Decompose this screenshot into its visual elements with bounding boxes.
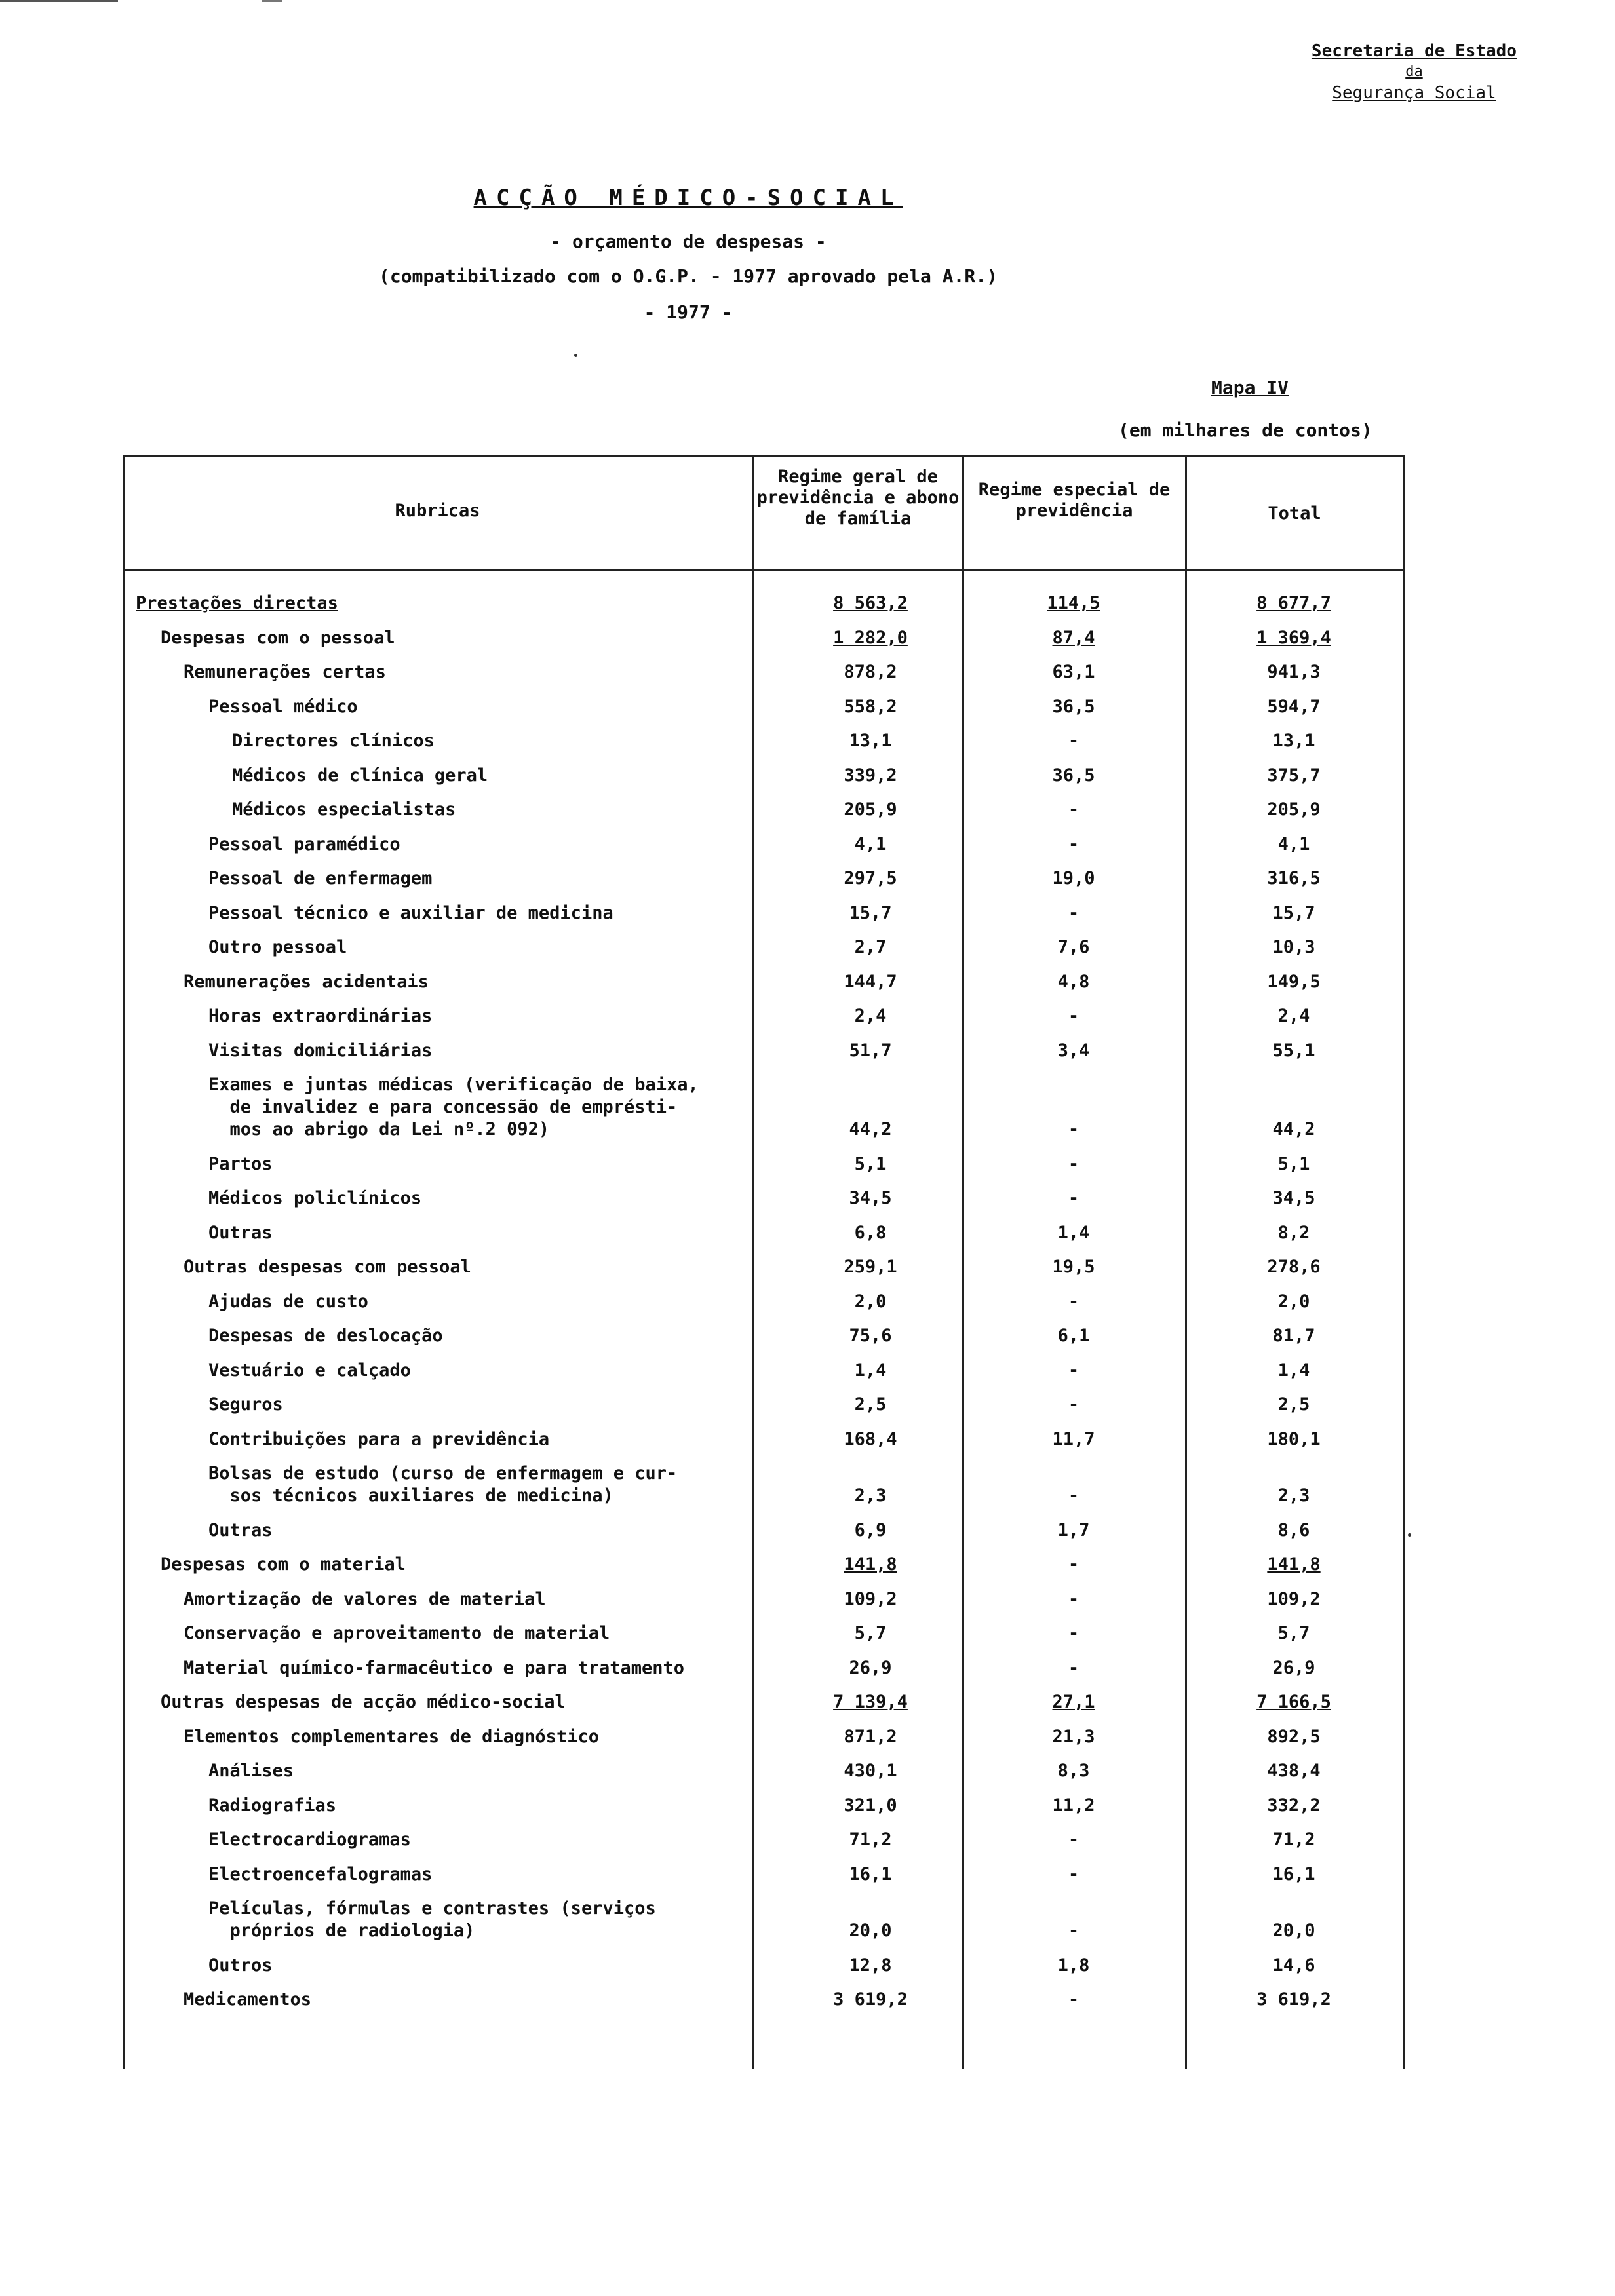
table-row bbox=[0, 1760, 1615, 1795]
row-label: Outras despesas com pessoal bbox=[184, 1257, 471, 1277]
cell-c1: 430,1 bbox=[844, 1761, 897, 1781]
cell-c1: 1 282,0 bbox=[833, 627, 908, 648]
table-row bbox=[0, 627, 1615, 662]
unit-label: (em milhares de contos) bbox=[1118, 419, 1372, 441]
cell-c3: 14,6 bbox=[1272, 1955, 1315, 1976]
cell-c2: - bbox=[1068, 833, 1080, 854]
row-label: Radiografias bbox=[208, 1795, 337, 1816]
row-label: Amortização de valores de material bbox=[184, 1588, 546, 1609]
cell-c1: 871,2 bbox=[844, 1726, 897, 1747]
row-label: Remunerações certas bbox=[184, 662, 386, 682]
row-label: Visitas domiciliárias bbox=[208, 1040, 433, 1061]
cell-c2: 19,0 bbox=[1052, 868, 1095, 889]
cell-c3: 438,4 bbox=[1267, 1761, 1321, 1781]
map-label: Mapa IV bbox=[1211, 377, 1289, 398]
cell-c1: 15,7 bbox=[849, 902, 892, 923]
cell-c1: 141,8 bbox=[844, 1554, 897, 1575]
cell-c2: 8,3 bbox=[1057, 1761, 1090, 1781]
row-label: Electroencefalogramas bbox=[208, 1864, 433, 1885]
table-row bbox=[0, 1829, 1615, 1864]
row-label: Despesas com o pessoal bbox=[161, 627, 395, 648]
cell-c1: 109,2 bbox=[844, 1588, 897, 1609]
cell-c1: 2,3 bbox=[854, 1485, 887, 1506]
cell-c3: 109,2 bbox=[1267, 1588, 1321, 1609]
cell-c2: 63,1 bbox=[1052, 662, 1095, 682]
cell-c2: 21,3 bbox=[1052, 1726, 1095, 1747]
table-row bbox=[0, 1898, 1615, 1955]
cell-c1: 6,8 bbox=[854, 1222, 887, 1243]
cell-c2: - bbox=[1068, 1554, 1080, 1575]
cell-c2: - bbox=[1068, 731, 1080, 751]
cell-c3: 1 369,4 bbox=[1256, 627, 1331, 648]
cell-c2: 36,5 bbox=[1052, 696, 1095, 717]
table-row bbox=[0, 1153, 1615, 1188]
table-row bbox=[0, 1187, 1615, 1222]
header-regime-especial: Regime especial de previdência bbox=[978, 480, 1171, 521]
scan-speck bbox=[574, 354, 577, 357]
cell-c1: 34,5 bbox=[849, 1188, 892, 1208]
header-regime-geral: Regime geral de previdência e abono de família bbox=[756, 467, 960, 529]
subtitle-year: - 1977 - bbox=[644, 301, 733, 323]
cell-c1: 5,7 bbox=[854, 1623, 887, 1643]
cell-c2: - bbox=[1068, 1485, 1080, 1506]
cell-c3: 10,3 bbox=[1272, 937, 1315, 957]
table-row bbox=[0, 1955, 1615, 1989]
table-row bbox=[0, 730, 1615, 765]
cell-c2: 87,4 bbox=[1052, 627, 1095, 648]
cell-c2: - bbox=[1068, 1588, 1080, 1609]
row-label: Médicos policlínicos bbox=[208, 1188, 422, 1208]
cell-c1: 51,7 bbox=[849, 1040, 892, 1061]
row-label: Análises bbox=[208, 1761, 294, 1781]
table-row bbox=[0, 1074, 1615, 1153]
scan-speck bbox=[1408, 1533, 1411, 1537]
scan-artifact bbox=[0, 0, 118, 2]
row-label: Pessoal de enfermagem bbox=[208, 868, 433, 889]
row-label: Pessoal paramédico bbox=[208, 833, 400, 854]
cell-c2: 6,1 bbox=[1057, 1326, 1090, 1346]
cell-c1: 2,4 bbox=[854, 1006, 887, 1026]
row-label: Conservação e aproveitamento de material bbox=[184, 1623, 610, 1643]
table-row bbox=[0, 1040, 1615, 1075]
table-row bbox=[0, 1325, 1615, 1360]
cell-c2: 4,8 bbox=[1057, 971, 1090, 992]
cell-c3: 20,0 bbox=[1272, 1921, 1315, 1941]
table-row bbox=[0, 765, 1615, 799]
cell-c2: 1,4 bbox=[1057, 1222, 1090, 1243]
row-label: Outras despesas de acção médico-social bbox=[161, 1692, 566, 1712]
cell-c1: 7 139,4 bbox=[833, 1692, 908, 1712]
row-label: Pessoal técnico e auxiliar de medicina bbox=[208, 902, 613, 923]
table-row bbox=[0, 1622, 1615, 1657]
table-row bbox=[0, 1554, 1615, 1588]
cell-c2: 19,5 bbox=[1052, 1257, 1095, 1277]
cell-c3: 8,2 bbox=[1277, 1222, 1310, 1243]
cell-c3: 892,5 bbox=[1267, 1726, 1321, 1747]
cell-c1: 205,9 bbox=[844, 799, 897, 820]
cell-c2: - bbox=[1068, 1153, 1080, 1174]
agency-header bbox=[1312, 41, 1517, 104]
cell-c1: 75,6 bbox=[849, 1326, 892, 1346]
table-row bbox=[0, 868, 1615, 902]
agency-line1: Secretaria de Estado bbox=[1311, 41, 1517, 61]
table-row bbox=[0, 1989, 1615, 2023]
row-label: Despesas de deslocação bbox=[208, 1326, 443, 1346]
cell-c1: 259,1 bbox=[844, 1257, 897, 1277]
cell-c1: 168,4 bbox=[844, 1428, 897, 1449]
agency-line2: da bbox=[1405, 64, 1423, 80]
row-label: Outras bbox=[208, 1222, 273, 1243]
cell-c1: 44,2 bbox=[849, 1119, 892, 1139]
cell-c2: 1,7 bbox=[1057, 1520, 1090, 1540]
cell-c2: - bbox=[1068, 902, 1080, 923]
cell-c3: 7 166,5 bbox=[1256, 1692, 1331, 1712]
cell-c1: 13,1 bbox=[849, 731, 892, 751]
table-row bbox=[0, 592, 1615, 627]
table-row bbox=[0, 1864, 1615, 1898]
header-rubricas: Rubricas bbox=[395, 501, 480, 521]
cell-c1: 2,5 bbox=[854, 1394, 887, 1415]
table-row bbox=[0, 1463, 1615, 1520]
cell-c3: 2,0 bbox=[1277, 1291, 1310, 1312]
cell-c3: 3 619,2 bbox=[1256, 1989, 1331, 2010]
cell-c3: 34,5 bbox=[1272, 1188, 1315, 1208]
cell-c2: - bbox=[1068, 799, 1080, 820]
header-total: Total bbox=[1268, 503, 1321, 524]
table-row bbox=[0, 1005, 1615, 1040]
table-row bbox=[0, 1291, 1615, 1326]
cell-c3: 2,4 bbox=[1277, 1006, 1310, 1026]
cell-c3: 141,8 bbox=[1267, 1554, 1321, 1575]
table-row bbox=[0, 1691, 1615, 1726]
cell-c1: 339,2 bbox=[844, 765, 897, 786]
table-row bbox=[0, 1588, 1615, 1623]
cell-c1: 878,2 bbox=[844, 662, 897, 682]
cell-c3: 332,2 bbox=[1267, 1795, 1321, 1816]
cell-c2: - bbox=[1068, 1360, 1080, 1381]
table-row bbox=[0, 1657, 1615, 1692]
cell-c2: - bbox=[1068, 1006, 1080, 1026]
row-label: Outro pessoal bbox=[208, 937, 347, 957]
row-label: Pessoal médico bbox=[208, 696, 358, 717]
table-row bbox=[0, 1520, 1615, 1554]
row-label: Seguros bbox=[208, 1394, 283, 1415]
table-row bbox=[0, 799, 1615, 833]
cell-c3: 941,3 bbox=[1267, 662, 1321, 682]
cell-c2: 7,6 bbox=[1057, 937, 1090, 957]
cell-c3: 44,2 bbox=[1272, 1119, 1315, 1139]
cell-c1: 297,5 bbox=[844, 868, 897, 889]
cell-c1: 1,4 bbox=[854, 1360, 887, 1381]
cell-c1: 3 619,2 bbox=[833, 1989, 908, 2010]
row-label: Médicos especialistas bbox=[232, 799, 456, 820]
row-label: Material químico-farmacêutico e para tratamento bbox=[184, 1657, 685, 1678]
cell-c2: - bbox=[1068, 1119, 1080, 1139]
cell-c3: 5,1 bbox=[1277, 1153, 1310, 1174]
cell-c3: 180,1 bbox=[1267, 1428, 1321, 1449]
table-row bbox=[0, 1360, 1615, 1394]
row-label: Horas extraordinárias bbox=[208, 1006, 433, 1026]
cell-c1: 6,9 bbox=[854, 1520, 887, 1540]
cell-c3: 26,9 bbox=[1272, 1657, 1315, 1678]
table-top-border bbox=[123, 455, 1405, 457]
cell-c2: 11,7 bbox=[1052, 1428, 1095, 1449]
row-label: Vestuário e calçado bbox=[208, 1360, 411, 1381]
cell-c2: - bbox=[1068, 1623, 1080, 1643]
table-row bbox=[0, 1222, 1615, 1257]
cell-c1: 558,2 bbox=[844, 696, 897, 717]
row-label: Despesas com o material bbox=[161, 1554, 406, 1575]
cell-c1: 2,7 bbox=[854, 937, 887, 957]
cell-c2: - bbox=[1068, 1188, 1080, 1208]
cell-c2: - bbox=[1068, 1989, 1080, 2010]
row-label: Electrocardiogramas bbox=[208, 1829, 411, 1850]
table-row bbox=[0, 902, 1615, 937]
table-row bbox=[0, 1795, 1615, 1829]
table-row bbox=[0, 1394, 1615, 1428]
cell-c2: 36,5 bbox=[1052, 765, 1095, 786]
cell-c3: 5,7 bbox=[1277, 1623, 1310, 1643]
cell-c3: 316,5 bbox=[1267, 868, 1321, 889]
row-label: Contribuições para a previdência bbox=[208, 1428, 550, 1449]
table-row bbox=[0, 936, 1615, 971]
cell-c3: 594,7 bbox=[1267, 696, 1321, 717]
cell-c1: 2,0 bbox=[854, 1291, 887, 1312]
cell-c2: 11,2 bbox=[1052, 1795, 1095, 1816]
row-label: Partos bbox=[208, 1153, 273, 1174]
cell-c2: - bbox=[1068, 1657, 1080, 1678]
row-label: Películas, fórmulas e contrastes (serviços próprios de radiologia) bbox=[208, 1898, 656, 1941]
row-label: Medicamentos bbox=[184, 1989, 312, 2010]
agency-line3: Segurança Social bbox=[1332, 83, 1496, 103]
cell-c2: 114,5 bbox=[1047, 593, 1100, 613]
cell-c1: 5,1 bbox=[854, 1153, 887, 1174]
cell-c3: 8,6 bbox=[1277, 1520, 1310, 1540]
cell-c1: 12,8 bbox=[849, 1955, 892, 1976]
cell-c2: - bbox=[1068, 1829, 1080, 1850]
table-row bbox=[0, 833, 1615, 868]
cell-c3: 81,7 bbox=[1272, 1326, 1315, 1346]
cell-c3: 8 677,7 bbox=[1256, 593, 1331, 613]
cell-c1: 16,1 bbox=[849, 1864, 892, 1885]
row-label: Directores clínicos bbox=[232, 731, 435, 751]
cell-c1: 321,0 bbox=[844, 1795, 897, 1816]
table-row bbox=[0, 1428, 1615, 1463]
row-label: Outras bbox=[208, 1520, 273, 1540]
cell-c2: - bbox=[1068, 1291, 1080, 1312]
cell-c1: 71,2 bbox=[849, 1829, 892, 1850]
row-label: Elementos complementares de diagnóstico bbox=[184, 1726, 599, 1747]
cell-c2: 27,1 bbox=[1052, 1692, 1095, 1712]
cell-c3: 71,2 bbox=[1272, 1829, 1315, 1850]
table-row bbox=[0, 661, 1615, 696]
row-label: Ajudas de custo bbox=[208, 1291, 368, 1312]
cell-c3: 13,1 bbox=[1272, 731, 1315, 751]
subtitle-budget: - orçamento de despesas - bbox=[550, 231, 827, 252]
cell-c3: 2,3 bbox=[1277, 1485, 1310, 1506]
cell-c3: 55,1 bbox=[1272, 1040, 1315, 1061]
table-row bbox=[0, 1256, 1615, 1291]
cell-c3: 205,9 bbox=[1267, 799, 1321, 820]
cell-c2: 1,8 bbox=[1057, 1955, 1090, 1976]
cell-c3: 15,7 bbox=[1272, 902, 1315, 923]
cell-c3: 4,1 bbox=[1277, 833, 1310, 854]
row-label: Remunerações acidentais bbox=[184, 971, 429, 992]
cell-c3: 149,5 bbox=[1267, 971, 1321, 992]
cell-c2: - bbox=[1068, 1864, 1080, 1885]
cell-c1: 144,7 bbox=[844, 971, 897, 992]
subtitle-approval: (compatibilizado com o O.G.P. - 1977 aprovado pela A.R.) bbox=[378, 265, 998, 287]
cell-c1: 8 563,2 bbox=[833, 593, 908, 613]
cell-c2: 3,4 bbox=[1057, 1040, 1090, 1061]
cell-c3: 16,1 bbox=[1272, 1864, 1315, 1885]
cell-c1: 20,0 bbox=[849, 1921, 892, 1941]
cell-c1: 26,9 bbox=[849, 1657, 892, 1678]
row-label: Médicos de clínica geral bbox=[232, 765, 488, 786]
table-row bbox=[0, 696, 1615, 731]
cell-c3: 2,5 bbox=[1277, 1394, 1310, 1415]
document-title: ACÇÃO MÉDICO-SOCIAL bbox=[473, 185, 903, 211]
row-label: Exames e juntas médicas (verificação de baixa, de invalidez e para concessão de emprésti- mos ao abrigo da Lei nº.2 092) bbox=[208, 1075, 699, 1139]
cell-c1: 4,1 bbox=[854, 833, 887, 854]
table-row bbox=[0, 971, 1615, 1006]
cell-c3: 1,4 bbox=[1277, 1360, 1310, 1381]
cell-c2: - bbox=[1068, 1921, 1080, 1941]
cell-c2: - bbox=[1068, 1394, 1080, 1415]
table-header-border bbox=[123, 569, 1405, 571]
row-label: Outros bbox=[208, 1955, 273, 1976]
cell-c3: 375,7 bbox=[1267, 765, 1321, 786]
row-label: Prestações directas bbox=[136, 593, 338, 613]
table-row bbox=[0, 1726, 1615, 1761]
cell-c3: 278,6 bbox=[1267, 1257, 1321, 1277]
scan-artifact bbox=[262, 0, 282, 2]
row-label: Bolsas de estudo (curso de enfermagem e cur- sos técnicos auxiliares de medicina) bbox=[208, 1463, 678, 1506]
